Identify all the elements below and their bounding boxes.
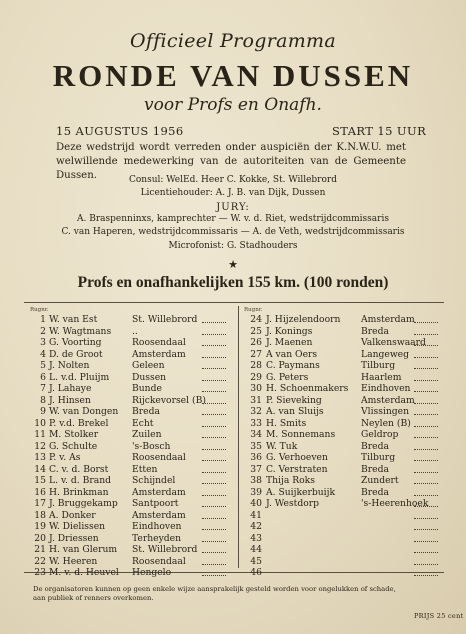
result-blank-line	[414, 322, 438, 323]
rider-place: Langeweg	[361, 348, 409, 360]
rider-row	[244, 544, 444, 556]
rider-place: Breda	[361, 463, 389, 475]
rider-name: M. Sonnemans	[266, 429, 336, 440]
rider-place: Amsterdam	[132, 486, 186, 498]
rider-number: 23	[34, 567, 46, 578]
result-blank-line	[202, 426, 226, 427]
microphone-line: Microfonist: G. Stadhouders	[168, 241, 298, 251]
rider-name: L. v. d. Brand	[49, 475, 112, 486]
rider-number: 11	[34, 429, 46, 440]
rider-number: 5	[40, 360, 46, 371]
rider-number: 42	[250, 521, 262, 532]
rider-name: H. van Glerum	[49, 544, 118, 555]
rider-name: J. Maenen	[266, 337, 313, 348]
rider-number: 30	[250, 383, 262, 394]
rider-place: Eindhoven	[132, 521, 182, 532]
result-blank-line	[202, 495, 226, 496]
rider-name: J. Bruggekamp	[49, 498, 118, 509]
rider-number: 37	[250, 463, 262, 475]
result-blank-line	[202, 518, 226, 519]
rider-row	[244, 487, 444, 499]
rider-row	[244, 441, 444, 453]
rider-name: J. Hinsen	[49, 394, 91, 406]
result-blank-line	[414, 529, 438, 530]
result-blank-line	[202, 345, 226, 346]
rider-place: Eindhoven	[361, 383, 411, 394]
rider-place: Hengelo	[132, 567, 172, 578]
rider-name: P. v.d. Brekel	[49, 417, 109, 429]
rider-name: M. Stolker	[49, 429, 99, 440]
result-blank-line	[414, 483, 438, 484]
rider-name: J. Hijzelendoorn	[266, 314, 341, 325]
rider-name: J. Driessen	[49, 532, 99, 544]
rider-number: 38	[250, 475, 262, 486]
rider-place: Zundert	[361, 475, 399, 486]
rider-number: 4	[40, 348, 46, 360]
rider-row	[30, 406, 235, 418]
rider-place: Santpoort	[132, 498, 179, 509]
rider-number: 28	[250, 360, 262, 371]
rider-row	[244, 372, 444, 384]
result-blank-line	[202, 506, 226, 507]
result-blank-line	[202, 391, 226, 392]
rider-name: W. van Est	[49, 314, 98, 325]
jury-line-1: A. Braspenninxs, kamprechter — W. v. d. Riet, wedstrijdcommissaris	[77, 214, 389, 224]
rider-name: A. Donker	[49, 509, 96, 521]
rider-number: 25	[250, 325, 262, 337]
rider-name: H. Brinkman	[49, 486, 109, 498]
result-blank-line	[202, 541, 226, 542]
rider-place: Roosendaal	[132, 452, 186, 463]
rider-row	[244, 418, 444, 430]
rider-name: P. v. As	[49, 452, 81, 463]
rider-row	[30, 326, 235, 338]
rider-number: 36	[250, 452, 262, 463]
rider-place: Geleen	[132, 360, 165, 371]
rider-place: Amsterdam	[132, 348, 186, 360]
rider-row	[244, 314, 444, 326]
star-icon: ★	[228, 258, 238, 271]
rider-number: 34	[250, 429, 262, 440]
result-blank-line	[414, 357, 438, 358]
rider-row	[244, 567, 444, 579]
result-blank-line	[414, 403, 438, 404]
column-divider	[238, 306, 239, 568]
column-header: Rugnr.	[244, 307, 263, 313]
rider-number: 10	[34, 417, 46, 429]
rider-list-right	[244, 306, 444, 579]
rider-place: St. Willebrord	[132, 544, 198, 555]
rider-name: L. v.d. Pluijm	[49, 371, 110, 383]
rider-name: H. Schoenmakers	[266, 383, 349, 394]
rider-row	[244, 349, 444, 361]
rider-row	[244, 326, 444, 338]
rider-name: M. v. d. Heuvel	[49, 567, 119, 578]
rider-number: 20	[34, 532, 46, 544]
column-header: Rugnr.	[30, 307, 49, 313]
rider-place: Breda	[361, 486, 389, 498]
result-blank-line	[414, 564, 438, 565]
rider-place: 's-Bosch	[132, 440, 171, 452]
rider-number: 8	[40, 394, 46, 406]
rider-number: 27	[250, 348, 262, 360]
rider-name: A van Oers	[266, 348, 318, 360]
rider-name: D. de Groot	[49, 348, 103, 360]
rider-number: 31	[250, 394, 262, 406]
rider-row	[30, 521, 235, 533]
rider-number: 16	[34, 486, 46, 498]
rider-name: P. Sieveking	[266, 394, 322, 406]
rider-row	[244, 360, 444, 372]
result-blank-line	[202, 529, 226, 530]
rider-row	[30, 544, 235, 556]
rider-number: 46	[250, 567, 262, 578]
rider-row	[30, 475, 235, 487]
rider-place: Bunde	[132, 383, 162, 394]
rider-place: 's-Heerenhoek	[361, 498, 429, 509]
rider-row	[244, 464, 444, 476]
rider-name: J. Westdorp	[266, 498, 320, 509]
rider-name: G. Verhoeven	[266, 452, 328, 463]
page-title: RONDE VAN DUSSEN	[52, 58, 414, 93]
rider-name: W. Dielissen	[49, 521, 106, 532]
result-blank-line	[414, 506, 438, 507]
rider-place: Roosendaal	[132, 337, 186, 348]
result-blank-line	[202, 437, 226, 438]
rider-number: 12	[34, 440, 46, 452]
rider-name: A. van Sluijs	[266, 406, 324, 417]
rider-row	[244, 429, 444, 441]
rider-place: Tilburg	[361, 360, 396, 371]
rider-number: 22	[34, 555, 46, 567]
rider-row	[30, 510, 235, 522]
intro-text: Deze wedstrijd wordt verreden onder auspiciën der K.N.W.U. met welwillende medewerking van de autoriteiten van de Gemeente Dussen.	[56, 142, 406, 181]
rider-number: 1	[40, 314, 46, 325]
rider-number: 6	[40, 371, 46, 383]
result-blank-line	[202, 334, 226, 335]
rider-place: Rijckevorsel (B)	[132, 394, 206, 406]
rider-row	[30, 360, 235, 372]
jury-heading: JURY:	[216, 202, 250, 213]
rider-number: 7	[40, 383, 46, 394]
rider-row	[30, 567, 235, 579]
rider-number: 21	[34, 544, 46, 555]
rider-row	[244, 521, 444, 533]
rider-row	[244, 383, 444, 395]
rider-place: Valkenswaard	[361, 337, 426, 348]
rider-row	[30, 418, 235, 430]
rider-place: Amsterdam	[361, 394, 415, 406]
rider-number: 33	[250, 417, 262, 429]
rider-place: Schijndel	[132, 475, 176, 486]
result-blank-line	[414, 552, 438, 553]
rider-row	[30, 395, 235, 407]
rider-row	[244, 498, 444, 510]
rider-name: W. Tuk	[266, 440, 298, 452]
rider-place: ..	[132, 325, 138, 337]
rider-place: Amsterdam	[132, 509, 186, 521]
rider-name: W. Heeren	[49, 555, 98, 567]
rider-name: Thija Roks	[266, 475, 315, 486]
rider-number: 26	[250, 337, 262, 348]
rider-number: 15	[34, 475, 46, 486]
rider-name: H. Smits	[266, 417, 307, 429]
rider-row	[244, 337, 444, 349]
rider-number: 14	[34, 463, 46, 475]
rider-row	[30, 498, 235, 510]
price-label: PRIJS 25 cent	[414, 612, 464, 620]
rider-row	[244, 452, 444, 464]
rider-place: Neylen (B)	[361, 417, 411, 429]
rider-number: 24	[250, 314, 262, 325]
result-blank-line	[202, 564, 226, 565]
result-blank-line	[414, 426, 438, 427]
rider-row	[244, 510, 444, 522]
rider-number: 13	[34, 452, 46, 463]
rider-name: G. Voorting	[49, 337, 102, 348]
rider-place: Echt	[132, 417, 154, 429]
rider-name: W. Wagtmans	[49, 325, 112, 337]
result-blank-line	[202, 368, 226, 369]
rider-place: Vlissingen	[361, 406, 410, 417]
result-blank-line	[414, 472, 438, 473]
result-blank-line	[202, 460, 226, 461]
rider-place: Terheyden	[132, 532, 182, 544]
jury-line-2: C. van Haperen, wedstrijdcommissaris — A. de Veth, wedstrijdcommissaris	[61, 227, 405, 237]
rider-number: 41	[250, 509, 262, 521]
result-blank-line	[414, 334, 438, 335]
start-time: START 15 UUR	[332, 124, 427, 138]
rider-number: 29	[250, 371, 262, 383]
disclaimer-text: De organisatoren kunnen op geen enkele wijze aansprakelijk gesteld worden voor ongelukken of schade, aan publiek of renners overkomen.	[33, 585, 396, 602]
result-blank-line	[414, 391, 438, 392]
rider-row	[30, 533, 235, 545]
rider-row	[30, 337, 235, 349]
rider-row	[30, 349, 235, 361]
rider-row	[244, 406, 444, 418]
rider-place: Dussen	[132, 371, 167, 383]
race-date: 15 AUGUSTUS 1956	[56, 124, 184, 138]
rider-place: Breda	[361, 325, 389, 337]
rider-row	[30, 487, 235, 499]
result-blank-line	[414, 368, 438, 369]
rider-number: 43	[250, 532, 262, 544]
rider-number: 32	[250, 406, 262, 417]
result-blank-line	[202, 414, 226, 415]
rider-row	[30, 372, 235, 384]
consul-line: Consul: WelEd. Heer C. Kokke, St. Willebrord	[129, 175, 337, 185]
result-blank-line	[202, 449, 226, 450]
result-blank-line	[202, 575, 226, 576]
rider-name: A. Suijkerbuijk	[266, 486, 336, 498]
result-blank-line	[202, 552, 226, 553]
rider-place: Amsterdam	[361, 314, 415, 325]
result-blank-line	[414, 437, 438, 438]
rider-number: 3	[40, 337, 46, 348]
result-blank-line	[202, 472, 226, 473]
result-blank-line	[414, 414, 438, 415]
result-blank-line	[202, 357, 226, 358]
rider-name: C. v. d. Borst	[49, 463, 109, 475]
result-blank-line	[414, 460, 438, 461]
rider-number: 9	[40, 406, 46, 417]
rider-name: J. Konings	[266, 325, 313, 337]
rider-name: G. Peters	[266, 371, 309, 383]
result-blank-line	[414, 345, 438, 346]
result-blank-line	[202, 483, 226, 484]
table-top-rule	[24, 302, 444, 303]
rider-list-left	[30, 306, 235, 579]
rider-number: 17	[34, 498, 46, 509]
rider-row	[30, 314, 235, 326]
rider-row	[244, 395, 444, 407]
rider-place: Geldrop	[361, 429, 399, 440]
race-heading: Profs en onafhankelijken 155 km. (100 ronden)	[77, 274, 389, 291]
rider-name: W. van Dongen	[49, 406, 119, 417]
rider-row	[30, 383, 235, 395]
rider-name: C. Verstraten	[266, 463, 328, 475]
rider-row	[30, 452, 235, 464]
rider-row	[244, 533, 444, 545]
category-subtitle: voor Profs en Onafh.	[144, 95, 322, 115]
rider-place: St. Willebrord	[132, 314, 198, 325]
result-blank-line	[202, 403, 226, 404]
rider-number: 19	[34, 521, 46, 532]
rider-row	[30, 464, 235, 476]
rider-row	[30, 441, 235, 453]
rider-number: 39	[250, 486, 262, 498]
rider-place: Tilburg	[361, 452, 396, 463]
rider-name: J. Lahaye	[49, 383, 92, 394]
rider-name: C. Paymans	[266, 360, 320, 371]
rider-number: 40	[250, 498, 262, 509]
rider-number: 18	[34, 509, 46, 521]
result-blank-line	[414, 449, 438, 450]
rider-number: 35	[250, 440, 262, 452]
result-blank-line	[414, 518, 438, 519]
program-subtitle: Officieel Programma	[130, 30, 336, 52]
rider-row	[30, 429, 235, 441]
result-blank-line	[202, 380, 226, 381]
rider-place: Breda	[361, 440, 389, 452]
rider-name: J. Nolten	[49, 360, 90, 371]
rider-place: Breda	[132, 406, 160, 417]
rider-number: 2	[40, 325, 46, 337]
result-blank-line	[202, 322, 226, 323]
rider-row	[244, 556, 444, 568]
rider-place: Etten	[132, 463, 158, 475]
license-holder-line: Licentiehouder: A. J. B. van Dijk, Dussen	[140, 188, 326, 198]
rider-row	[244, 475, 444, 487]
rider-number: 44	[250, 544, 262, 555]
rider-name: G. Schulte	[49, 440, 98, 452]
rider-place: Zuilen	[132, 429, 162, 440]
rider-number: 45	[250, 555, 262, 567]
rider-row	[30, 556, 235, 568]
result-blank-line	[414, 541, 438, 542]
result-blank-line	[414, 380, 438, 381]
result-blank-line	[414, 575, 438, 576]
rider-place: Haarlem	[361, 371, 402, 383]
result-blank-line	[414, 495, 438, 496]
rider-place: Roosendaal	[132, 555, 186, 567]
